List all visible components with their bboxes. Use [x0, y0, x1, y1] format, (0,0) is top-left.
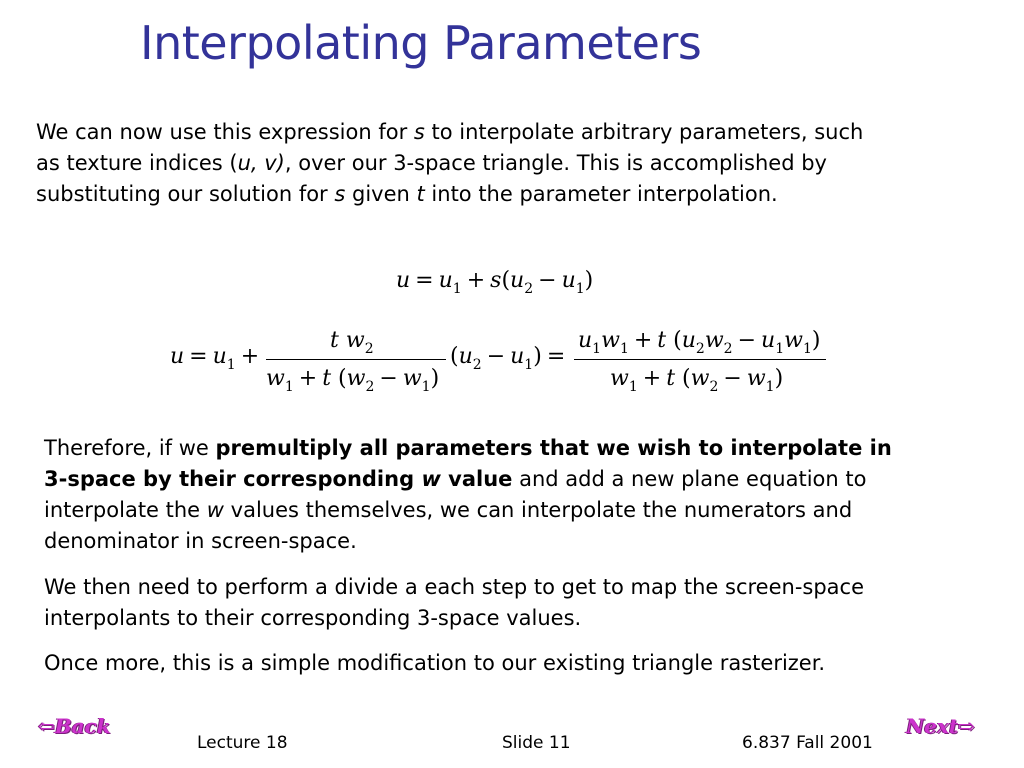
body-text: and add a new plane equation to — [512, 467, 867, 491]
left-arrow-icon: ⇦ — [38, 714, 55, 738]
equation-interpolation: $u = u_1 + s(u_2 - u_1)$ — [396, 268, 594, 297]
body-paragraph-3 — [44, 648, 1004, 679]
right-arrow-icon: ⇨ — [958, 714, 975, 738]
next-label: Next — [906, 714, 959, 738]
intro-text: , over our 3-space triangle. This is accomplished by — [284, 151, 827, 175]
var-uv: u, v) — [237, 151, 285, 175]
intro-text: given — [345, 182, 417, 206]
intro-text: as texture indices ( — [36, 151, 238, 175]
intro-text: into the parameter interpolation. — [424, 182, 778, 206]
slide-title: Interpolating Parameters — [140, 16, 702, 70]
var-w: w — [421, 467, 441, 491]
intro-text: substituting our solution for — [36, 182, 335, 206]
bold-text: premultiply all parameters that we wish to interpolate in — [215, 436, 892, 460]
body-text: Therefore, if we — [44, 436, 216, 460]
body-text: We then need to perform a divide a each step to get to map the screen-space — [44, 575, 865, 599]
intro-text: to interpolate arbitrary parameters, such — [424, 120, 864, 144]
intro-paragraph — [36, 117, 956, 210]
intro-text: We can now use this expression for — [36, 120, 414, 144]
var-s: s — [334, 182, 346, 206]
body-text: Once more, this is a simple modification to our existing triangle rasterizer. — [44, 651, 826, 675]
body-text: interpolants to their corresponding 3-space values. — [44, 606, 582, 630]
back-button[interactable] — [38, 714, 111, 738]
bold-text: 3-space by their corresponding — [44, 467, 422, 491]
footer-lecture: Lecture 18 — [197, 733, 288, 753]
body-text: interpolate the — [44, 498, 207, 522]
footer-slide-number: Slide 11 — [502, 733, 571, 753]
body-paragraph-1 — [44, 433, 1004, 557]
footer-course: 6.837 Fall 2001 — [742, 733, 873, 753]
body-text: values themselves, we can interpolate the numerators and — [223, 498, 853, 522]
var-t: t — [416, 182, 425, 206]
var-w: w — [206, 498, 224, 522]
bold-text: value — [440, 467, 513, 491]
var-s: s — [413, 120, 425, 144]
next-button[interactable] — [906, 714, 975, 738]
body-paragraph-2 — [44, 572, 1004, 634]
back-label: Back — [54, 714, 111, 738]
body-text: denominator in screen-space. — [44, 529, 357, 553]
